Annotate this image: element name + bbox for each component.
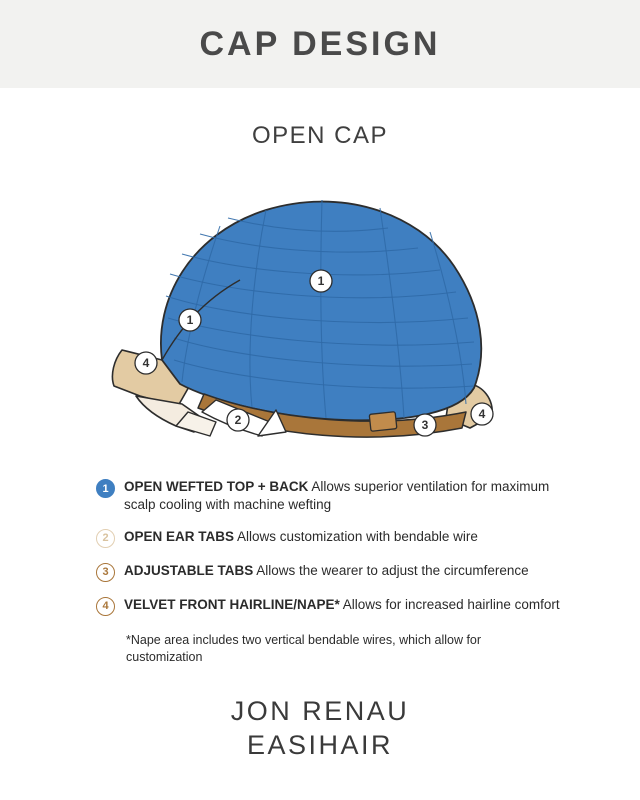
marker-2-label: 2	[234, 413, 242, 427]
footnote: *Nape area includes two vertical bendable wires, which allow for customization	[126, 633, 482, 664]
legend-title-1: OPEN WEFTED TOP + BACK	[124, 479, 309, 494]
legend-body-4: Allows for increased hairline comfort	[342, 596, 560, 612]
marker-3-adjustable	[414, 414, 436, 436]
brand-subname: EASIHAIR	[246, 730, 394, 760]
legend-body-1: Allows superior ventilation for maximum scalp cooling with machine wefting	[124, 479, 550, 512]
legend-badge-3: 3	[96, 563, 115, 582]
legend-text-4	[124, 596, 560, 614]
legend-body-2: Allows customization with bendable wire	[237, 528, 478, 544]
brand-name: JON RENAU	[230, 696, 410, 726]
legend-badge-4: 4	[96, 597, 115, 616]
legend-text-3	[124, 562, 529, 580]
legend-list	[96, 478, 566, 630]
marker-1-center	[310, 270, 332, 292]
legend-title-3: ADJUSTABLE TABS	[124, 562, 254, 578]
legend-badge-2: 2	[96, 529, 115, 548]
page-title: CAP DESIGN	[199, 24, 441, 63]
marker-1-left-label: 1	[186, 313, 194, 327]
legend-body-3: Allows the wearer to adjust the circumference	[256, 562, 529, 578]
open-cap-illustration	[70, 160, 570, 460]
marker-1-left	[179, 309, 201, 331]
header-band	[0, 0, 640, 88]
marker-4-right-label: 4	[478, 407, 486, 421]
marker-2-ear-tab	[227, 409, 249, 431]
legend-text-1	[124, 478, 566, 514]
adjustable-buckle-shape	[369, 412, 397, 432]
legend-title-2: OPEN EAR TABS	[124, 528, 235, 544]
marker-1-center-label: 1	[317, 274, 325, 288]
legend-badge-1: 1	[96, 479, 115, 498]
legend-text-2	[124, 528, 478, 546]
marker-4-left-label: 4	[142, 356, 150, 370]
legend-item-3	[96, 562, 566, 582]
marker-4-left	[135, 352, 157, 374]
section-subtitle: OPEN CAP	[251, 122, 389, 149]
marker-4-right	[471, 403, 493, 425]
legend-title-4: VELVET FRONT HAIRLINE/NAPE*	[124, 596, 340, 612]
legend-item-2	[96, 528, 566, 548]
legend-item-4	[96, 596, 566, 616]
marker-3-label: 3	[421, 418, 429, 432]
legend-item-1	[96, 478, 566, 514]
